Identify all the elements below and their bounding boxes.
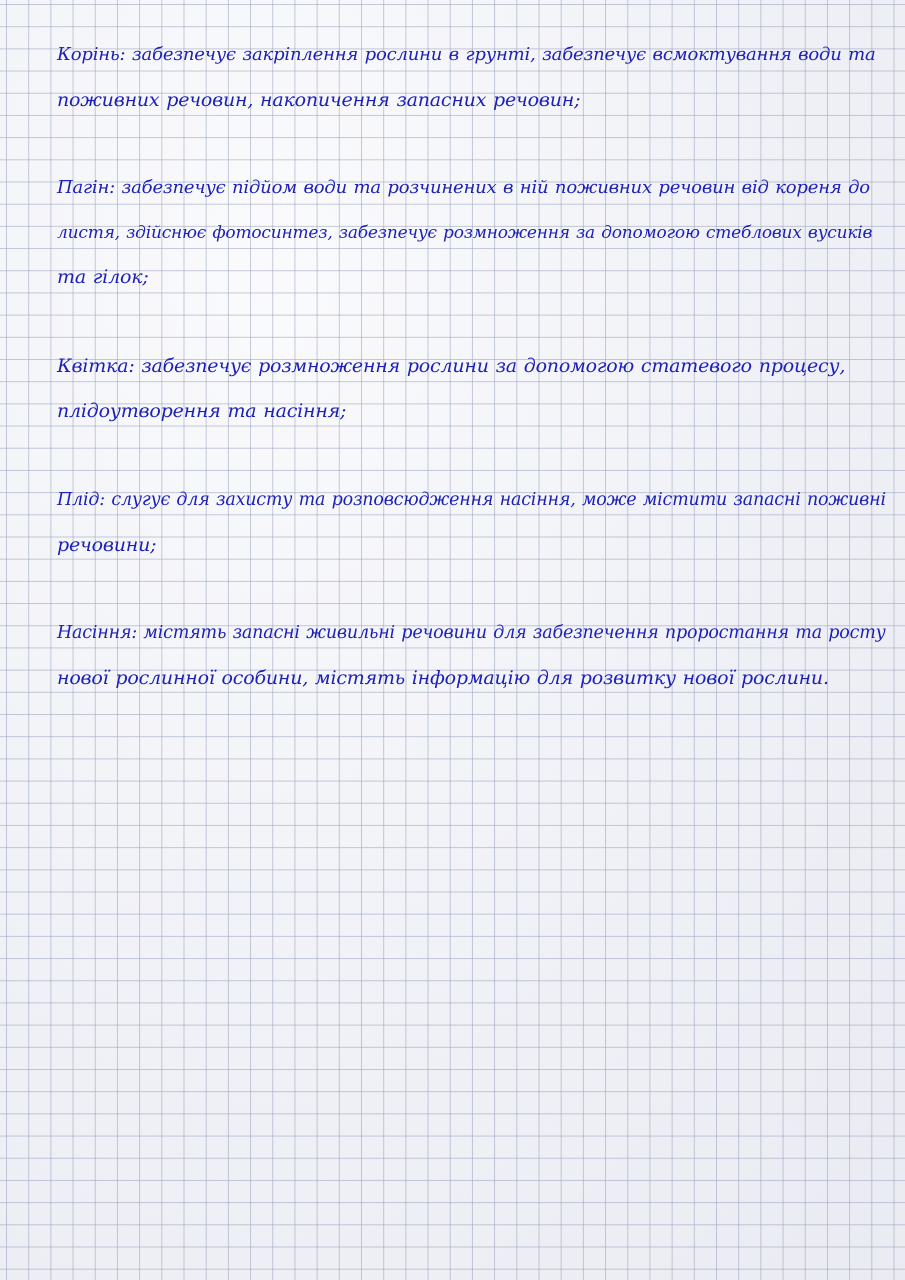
note-line: Квітка: забезпечує розмноження рослини за допомогою статевого процесу, [57,355,846,377]
note-line: та гілок; [57,266,149,288]
note-line: речовини; [57,533,157,556]
note-line: Корінь: забезпечує закріплення рослини в грунті, забезпечує всмоктування води та [57,44,876,65]
note-line: Пагін: забезпечує підйом води та розчинених в ній поживних речовин від кореня до [57,177,870,198]
note-line: Насіння: містять запасні живильні речовини для забезпечення проростання та росту [57,623,886,643]
note-flower [57,344,867,433]
note-shoot [57,166,873,300]
note-line: поживних речовин, накопичення запасних речовин; [57,88,581,111]
note-fruit [57,478,886,567]
note-line: листя, здійснює фотосинтез, забезпечує розмноження за допомогою стеблових вусиків [57,222,873,243]
note-line: нової рослинної особини, містять інформацію для розвитку нової рослини. [57,666,829,689]
note-line: плідоутворення та насіння; [57,399,347,422]
note-root [57,33,876,122]
note-seed [57,611,886,700]
note-line: Плід: слугує для захисту та розповсюдження насіння, може містити запасні поживні [57,490,886,510]
